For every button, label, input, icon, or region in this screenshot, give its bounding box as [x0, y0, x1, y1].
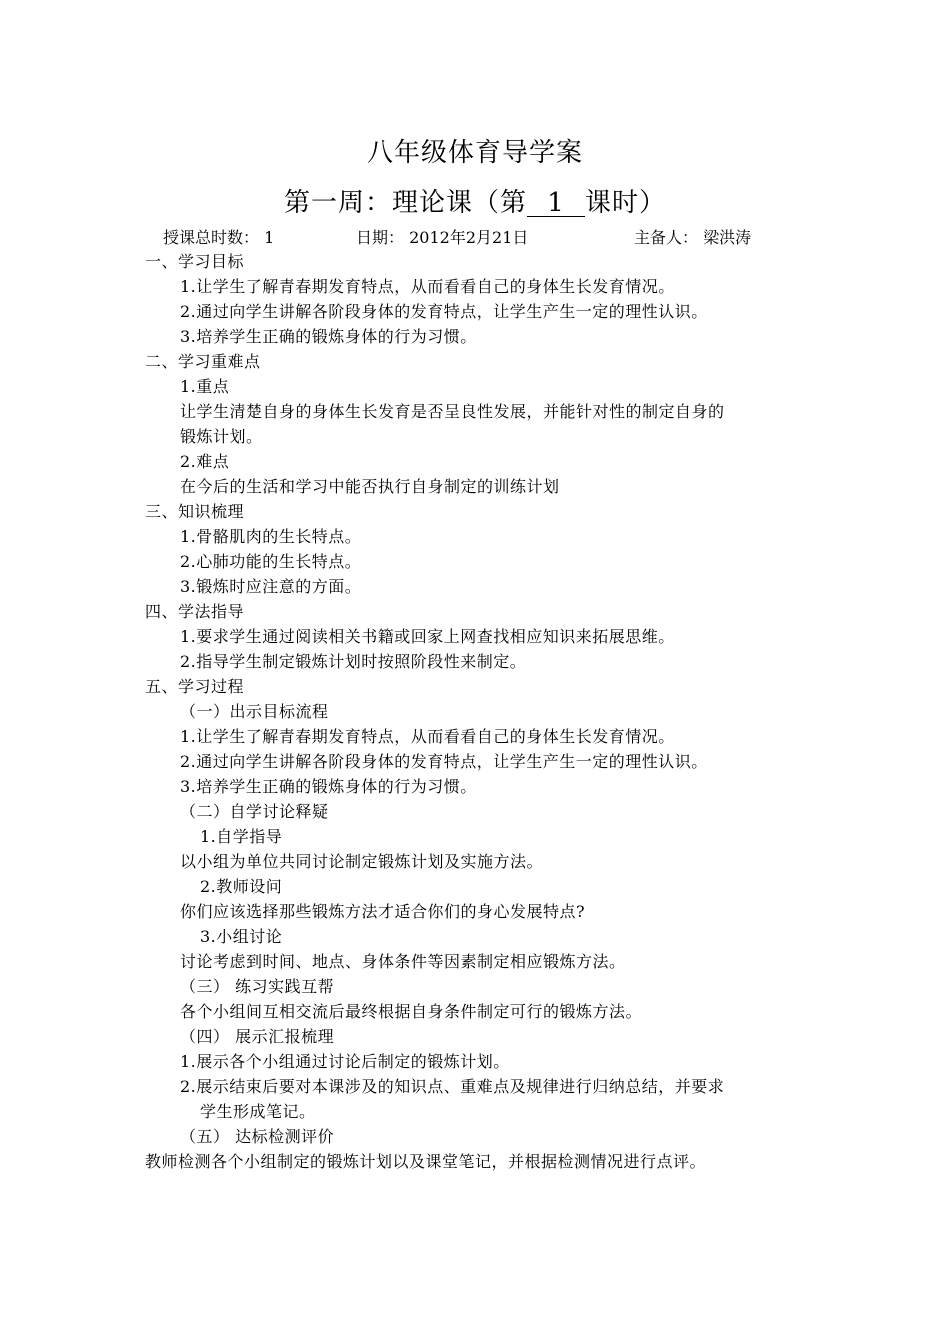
list-item: 3.培养学生正确的锻炼身体的行为习惯。: [180, 777, 477, 796]
list-item: 1.展示各个小组通过讨论后制定的锻炼计划。: [180, 1052, 510, 1071]
section-heading: 四、学法指导: [145, 602, 245, 621]
list-item: 2.指导学生制定锻炼计划时按照阶段性来制定。: [180, 652, 527, 671]
sub-text: 以小组为单位共同讨论制定锻炼计划及实施方法。: [180, 852, 544, 871]
list-item: 1.要求学生通过阅读相关书籍或回家上网查找相应知识来拓展思维。: [180, 627, 675, 646]
sub-label: 3.小组讨论: [200, 927, 283, 946]
list-item: 3.培养学生正确的锻炼身体的行为习惯。: [180, 327, 477, 346]
document-title: 八年级体育导学案: [366, 138, 583, 168]
section-heading: 二、学习重难点: [145, 352, 261, 371]
key-point-text: 锻炼计划。: [180, 427, 263, 446]
sub-text: 讨论考虑到时间、地点、身体条件等因素制定相应锻炼方法。: [180, 952, 626, 971]
total-hours-value: 1: [264, 228, 275, 247]
date-value: 2012年2月21日: [409, 228, 529, 247]
subsection-heading: （一）出示目标流程: [180, 702, 329, 721]
section-heading: 五、学习过程: [145, 677, 245, 696]
sub-text: 各个小组间互相交流后最终根据自身条件制定可行的锻炼方法。: [180, 1002, 643, 1021]
sub-label: 1.自学指导: [200, 827, 283, 846]
total-hours-label: 授课总时数：: [163, 228, 260, 247]
list-item: 3.锻炼时应注意的方面。: [180, 577, 362, 596]
list-item: 1.让学生了解青春期发育特点，从而看看自己的身体生长发育情况。: [180, 727, 675, 746]
preparer: [634, 226, 751, 250]
document-subtitle: [0, 182, 950, 219]
sub-label: 2.教师设问: [200, 877, 283, 896]
difficulty-text: 在今后的生活和学习中能否执行自身制定的训练计划: [180, 477, 560, 496]
subtitle-prefix: 第一周：理论课（第: [283, 188, 527, 218]
subtitle-suffix: 课时）: [585, 188, 667, 218]
section-heading: 一、学习目标: [145, 252, 245, 271]
preparer-value: 梁洪涛: [703, 228, 752, 247]
sub-text: 教师检测各个小组制定的锻炼计划以及课堂笔记，并根据检测情况进行点评。: [145, 1152, 707, 1171]
lesson-date: [356, 226, 528, 250]
subsection-heading: （三） 练习实践互帮: [180, 977, 335, 996]
lesson-number: 1: [527, 190, 585, 217]
sub-text: 你们应该选择那些锻炼方法才适合你们的身心发展特点?: [180, 902, 586, 921]
preparer-label: 主备人：: [634, 228, 699, 247]
list-item: 2.通过向学生讲解各阶段身体的发育特点，让学生产生一定的理性认识。: [180, 752, 708, 771]
total-hours: [163, 226, 274, 250]
difficulty-label: 2.难点: [180, 452, 230, 471]
key-point-label: 1.重点: [180, 377, 230, 396]
list-item: 2.心肺功能的生长特点。: [180, 552, 362, 571]
subsection-heading: （二）自学讨论释疑: [180, 802, 329, 821]
date-label: 日期：: [356, 228, 405, 247]
list-item: 2.通过向学生讲解各阶段身体的发育特点，让学生产生一定的理性认识。: [180, 302, 708, 321]
subsection-heading: （五） 达标检测评价: [180, 1127, 335, 1146]
key-point-text: 让学生清楚自身的身体生长发育是否呈良性发展，并能针对性的制定自身的: [180, 402, 725, 421]
list-item: 1.骨骼肌肉的生长特点。: [180, 527, 362, 546]
section-heading: 三、知识梳理: [145, 502, 245, 521]
list-item-continuation: 学生形成笔记。: [200, 1102, 316, 1121]
list-item: 1.让学生了解青春期发育特点，从而看看自己的身体生长发育情况。: [180, 277, 675, 296]
subsection-heading: （四） 展示汇报梳理: [180, 1027, 335, 1046]
list-item: 2.展示结束后要对本课涉及的知识点、重难点及规律进行归纳总结，并要求: [180, 1077, 725, 1096]
